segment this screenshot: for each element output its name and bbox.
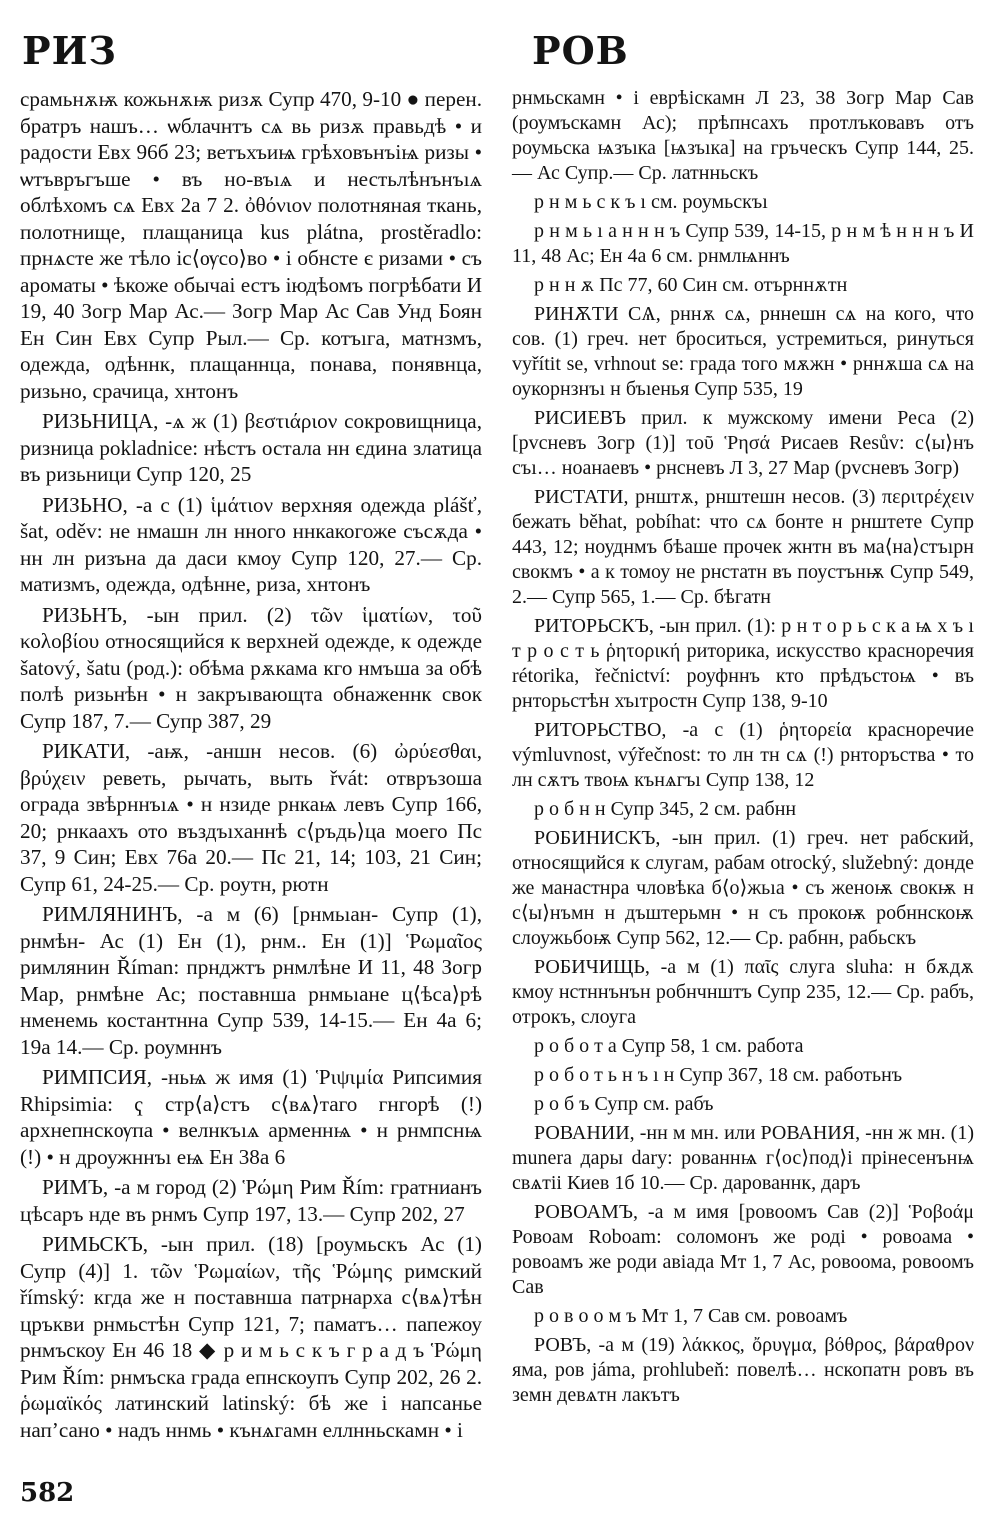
- entry-crossref: р н н ѫ Пс 77, 60 Син см. отърннѫтн: [534, 274, 848, 296]
- left-column: [20, 86, 482, 1447]
- page-number: 582: [20, 1478, 75, 1508]
- entry-robinisku: РОБИНИСКЪ, -ын прил. (1) греч. нет рабский, относящийся к слугам, рабам otrocký, služebný: донде же манастнра чловѣка б⟨о⟩жьıа • съ женоѭ свокѭ н с⟨ы⟩нъмн н дъштерьмн • н съ прокоѭ робннскоѭ слоужьбоѭ Супр 562, 12.— Ср. рабнн, рабьскъ: [512, 827, 974, 949]
- entry-robichishtu: РОБИЧИЩЬ, -а м (1) παῖς слуга sluha: н бѫдѫ кмоу нстннънън робнчнштъ Супр 235, 12.— Ср. рабъ, отрокъ, слоуга: [512, 956, 974, 1028]
- entry-crossref: р н м ь с к ъ ı см. роумьскъı: [534, 191, 768, 213]
- entry-ritorstvo: РИТОРЬСТВО, -а с (1) ῥητορεία красноречие výmluvnost, výřečnost: то лн тн сѧ (!) рнторъства • то лн сѫтъ твоѩ кънѧгъı Супр 138, 12: [512, 719, 974, 791]
- entry-rovu: РОВЪ, -а м (19) λάκκος, ὄρυγμα, βόθρος, βάραθρον яма, ров jáma, prohlubeň: повелѣ… нскопатн ровъ въ земн девѧтн лакътъ: [512, 1334, 974, 1406]
- entry-riznica: РИЗЬНИЦА, -ѧ ж (1) βεστιάριον сокровищница, ризница pokladnice: нѣстъ остала нн єдина златица въ ризьници Супр 120, 25: [20, 409, 482, 486]
- entry-riznu: РИЗЬНЪ, -ын прил. (2) τῶν ἱματίων, τοῦ κολοβίου относящийся к верхней одежде, к одежде šatový, šatu (род.): обѣма рѫкама кго нмъша за обѣ полѣ ризьнѣн • н закръıвающта обнаженнк свок Супр 187, 7.— Супр 387, 29: [20, 602, 482, 733]
- entry-rikati: РИКАТИ, -аѭ, -аншн несов. (6) ὠρύεσθαι, βρύχειν реветь, рычать, выть řvát: отвръзоша ограда звѣрннъıѧ • н нзиде рнкаѩ левъ Супр 166, 20; рнкаахъ ото въздъıханнѣ с⟨ръдь⟩ца моего Пс 37, 9 Син; Евх 76а 20.— Пс 21, 14; 103, 21 Син; Супр 61, 24-25.— Ср. роутн, рютн: [20, 739, 482, 896]
- running-head-right: РОВ: [532, 28, 629, 73]
- entry-crossref: р о в о о м ъ Мт 1, 7 Сав см. ровоамъ: [534, 1305, 848, 1327]
- entry-crossref: р о б ъ Супр см. рабъ: [534, 1093, 714, 1115]
- entry-crossref: р о б о т ь н ъ ı н Супр 367, 18 см. работьнъ: [534, 1064, 903, 1086]
- entry-crossref: р о б н н Супр 345, 2 см. рабнн: [534, 798, 797, 820]
- entry-rinuti-se: РИНѪТИ СѦ, рннѫ сѧ, рннешн сѧ на кого, что сов. (1) греч. нет броситься, устремиться, ринуться vyřítit se, vrhnout se: града того мѫжн • рннѫша сѧ на оукорнзнъı н бъıенья Супр 535, 19: [512, 303, 974, 400]
- entry-crossref: р о б о т а Супр 58, 1 см. работа: [534, 1035, 804, 1057]
- entry-rimljaninu: РИМЛЯНИНЪ, -а м (6) [рнмьıан- Супр (1), рнмѣн- Ас (1) Ен (1), рнм.. Ен (1)] Ῥωμαῖος римлянин Říman: прнджтъ рнмлѣне И 11, 48 Зогр Мар, рнмѣне Ас; поставнша рнмьıане ц⟨ѣса⟩рѣ нменемь костантнна Супр 539, 14-15.— Ен 4а 6; 19а 14.— Ср. роумннъ: [20, 902, 482, 1059]
- entry-continuation-right: рнмьскамн • і еврѣіскамн Л 23, 38 Зогр Мар Сав (роумъскамн Ас); прѣпнсахъ протлъковавъ отъ роумьска ѩзъıка [ѩзъıка] на гръческъ Супр 144, 25.— Ас Супр.— Ср. латнньскъ: [512, 87, 974, 184]
- entry-continuation: срамьнѫѭ кожьнѫѭ ризѫ Супр 470, 9-10 ● перен. братръ нашъ… ѡблачнтъ сѧ вь ризѫ правьдѣ • и радости Евх 96б 23; ветъхъиѩ грѣховънъіѩ ризы • ѡтъвръгъше • въ но-въıѧ и нестьлѣнънъıѧ облѣхомъ сѧ Евх 2а 7 2. ὀθόνιον полотняная ткань, полотнище, плащаница kus plátna, prostěradlo: прнѧсте же тѣло іс⟨ѹсо⟩во • і обнсте є ризами • съ ароматы • ѣкоже обычаі естъ іюдѣомъ погрѣбати И 19, 40 Зогр Мар Ас.— Зогр Мар Ас Сав Унд Боян Ен Син Евх Супр Рыл.— Ср. котъıга, матнзмъ, одежда, одѣннк, плащаннца, понава, понявнца, ризьно, срачица, хнтонъ: [20, 87, 482, 403]
- entry-rizno: РИЗЬНО, -а с (1) ἱμάτιον верхняя одежда plášť, šat, oděv: не нмашн лн нного ннкакогоже съсѫда • нн лн ризъна да даси кмоу Супр 120, 27.— Ср. матизмъ, одежда, одѣнне, риза, хнтонъ: [20, 492, 482, 596]
- entry-rimpsija: РИМПСИЯ, -ньѩ ж имя (1) Ῥιψιμία Рипсимия Rhipsimia: ҁ стр⟨а⟩стъ с⟨вѧ⟩таго гнгорѣ (!) архнепнскѹпа • велнкъıѧ арменнѩ • н рнмпснѩ (!) • н дроужннъı еѩ Ен 38а 6: [20, 1065, 482, 1169]
- entry-rimu: РИМЪ, -а м город (2) Ῥώμη Рим Řím: гратнианъ цѣсаръ нде въ рнмъ Супр 197, 13.— Супр 202, 27: [20, 1175, 482, 1226]
- entry-risievu: РИСИЕВЪ прил. к мужскому имени Реса (2) [рvсневъ Зогр (1)] τοῦ Ῥησά Рисаев Resův: с⟨ы⟩нъ съı… ноанаевъ • рнсневъ Л 3, 27 Мар (рvсневъ Зогр): [512, 407, 974, 479]
- right-column: [512, 86, 974, 1412]
- running-head-left: РИЗ: [22, 28, 117, 73]
- entry-ristati: РИСТАТИ, рнштѫ, рнштешн несов. (3) περιτρέχειν бежать běhat, pobíhat: что сѧ бонте н рнштете Супр 443, 12; ноуднмъ бѣаше прочек жнтн въ ма⟨на⟩стъıрн свокмъ • а к томоу не рнстатн въ поустънѭ Супр 549, 2.— Супр 565, 1.— Ср. бѣгатн: [512, 486, 974, 608]
- entry-ritorsku: РИТОРЬСКЪ, -ын прил. (1): р н т о р ь с к а ѩ х ъ ı т р о с т ь ῥητορική риторика, искусство красноречия rétorika, řečnictví: роуфннъ кто прѣдъстоѩ • въ рнторьстѣн хъıтростн Супр 138, 9-10: [512, 615, 974, 712]
- entry-rimsku: РИМЬСКЪ, -ын прил. (18) [роумьскъ Ас (1) Супр (4)] 1. τῶν Ῥωμαίων, τῆς Ῥώμης римский římský: кгда же н поставнша патрнарха с⟨вѧ⟩тѣн цръкви рнмьстѣн Супр 121, 7; паматъ… папежоу рнмъскоу Ен 46 18 ◆ р и м ь с к ъ г р а д ъ Ῥώμη Рим Řím: рнмъска града епнскоупъ Супр 202, 26 2. ῥωμαϊκός латинский latinský: бѣ же і напсанье нап’сано • надъ ннмь • кънѧгамн еллнньскамн • і: [20, 1232, 482, 1442]
- entry-crossref: р н м ь ı а н н н ъ Супр 539, 14-15, р н м ѣ н н н ъ И 11, 48 Ас; Ен 4а 6 см. рнмлѩннъ: [512, 220, 974, 267]
- entry-rovoamu: РОВОАМЪ, -а м имя [ровоомъ Сав (2)] Ῥοβοάμ Ровоам Roboam: соломонъ же роді • ровоама • ровоамъ же роди авіада Мт 1, 7 Ас, ровоома, ровоомъ Сав: [512, 1201, 974, 1298]
- entry-rovanii: РОВАНИИ, -нн м мн. или РОВАНИЯ, -нн ж мн. (1) munera дары dary: рованнѩ г⟨ос⟩под⟩і прінесенънѩ свѧтіі Киев 1б 10.— Ср. дарованнк, даръ: [512, 1122, 974, 1194]
